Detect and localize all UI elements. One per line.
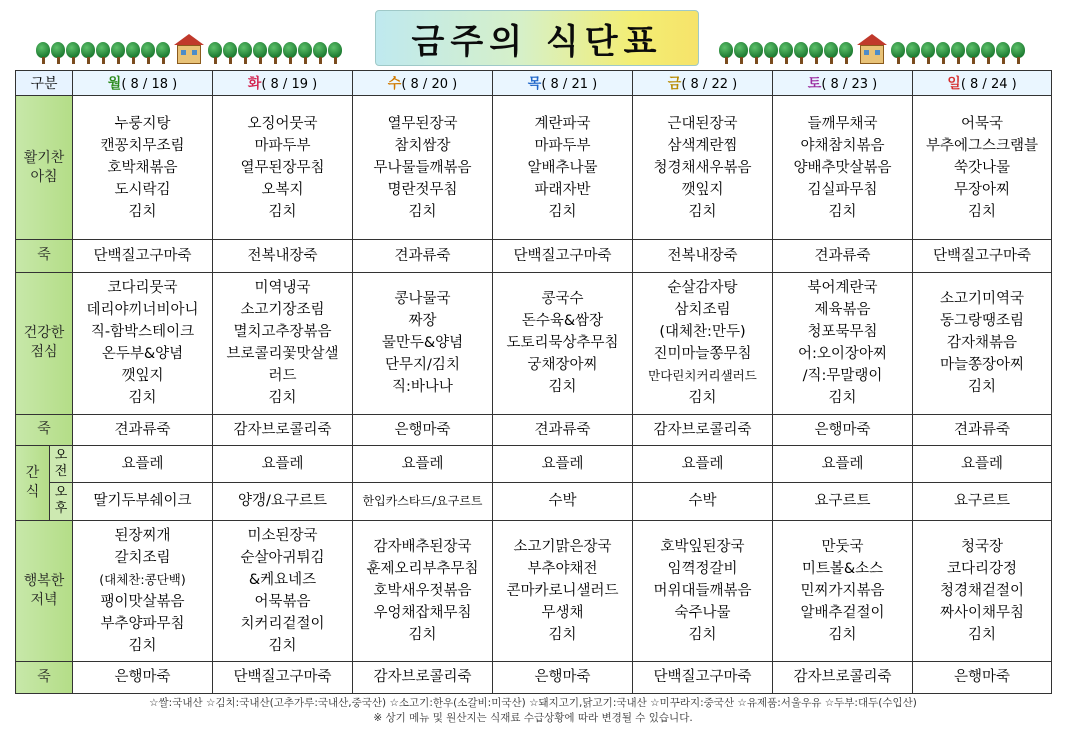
- tree-icon: [824, 42, 838, 64]
- snack-cell: 요플레: [633, 445, 773, 482]
- tree-icon: [734, 42, 748, 64]
- menu-item: 우엉채잡채무침: [373, 604, 472, 621]
- snack-cell: 요플레: [353, 445, 493, 482]
- day-header-fri: [633, 71, 773, 96]
- menu-item: 미소된장국: [247, 527, 318, 544]
- porridge-cell: 감자브로콜리죽: [353, 661, 493, 693]
- menu-item: 도토리묵상추무침: [506, 335, 619, 352]
- day-date: ( 8 / 22 ): [681, 77, 738, 93]
- menu-item: 무나물들깨볶음: [373, 159, 472, 176]
- day-name: 화: [247, 76, 262, 93]
- menu-cell: [773, 96, 913, 240]
- menu-item: 숙주나물: [674, 604, 731, 621]
- porridge-cell: 단백질고구마죽: [633, 661, 773, 693]
- menu-item: 김치: [268, 637, 297, 654]
- porridge-row: [16, 414, 1052, 445]
- header: [0, 0, 1066, 68]
- menu-item: 미트볼&소스: [801, 560, 884, 577]
- tree-icon: [126, 42, 140, 64]
- menu-item: 청국장: [960, 538, 1004, 555]
- porridge-cell: 견과류죽: [353, 240, 493, 272]
- menu-item: 짜장: [408, 313, 437, 330]
- tree-icon: [921, 42, 935, 64]
- menu-item: 팽이맛살볶음: [100, 593, 185, 610]
- menu-item: (대체찬:만두): [659, 324, 746, 341]
- menu-item: 훈제오리부추무침: [366, 560, 479, 577]
- dinner-label: 행복한 저녁: [16, 520, 73, 661]
- menu-item: 김치: [828, 203, 857, 220]
- menu-item: 깻잎지: [121, 368, 164, 385]
- tree-icon: [981, 42, 995, 64]
- menu-item: 임껵정갈비: [667, 560, 738, 577]
- tree-icon: [313, 42, 327, 64]
- origin-note: ☆쌀:국내산 ☆김치:국내산(고추가루:국내산,중국산) ☆소고기:한우(소갈비:미국산) ☆돼지고기,닭고기:국내산 ☆미꾸라지:중국산 ☆유제품:서울우유 ☆두부:대두(수입산): [149, 697, 917, 709]
- tree-icon: [966, 42, 980, 64]
- menu-item: 어:오이장아찌: [798, 346, 887, 363]
- menu-item: 갈치조림: [114, 549, 171, 566]
- tree-icon: [96, 42, 110, 64]
- menu-cell: [773, 272, 913, 414]
- menu-item: 김치: [688, 626, 717, 643]
- porridge-cell: 전복내장죽: [213, 240, 353, 272]
- snack-cell: 요플레: [213, 445, 353, 482]
- menu-item: 부추야채전: [527, 560, 598, 577]
- porridge-label: 죽: [16, 661, 73, 693]
- menu-item: 김치: [268, 390, 297, 407]
- menu-item: 양배추맛살볶음: [793, 159, 892, 176]
- day-date: ( 8 / 24 ): [960, 77, 1017, 93]
- menu-cell: [213, 272, 353, 414]
- menu-cell: [353, 520, 493, 661]
- snack-pm-row: [16, 483, 1052, 520]
- porridge-cell: 단백질고구마죽: [73, 240, 213, 272]
- tree-icon: [66, 42, 80, 64]
- tree-icon: [764, 42, 778, 64]
- menu-item: 짜사이채무침: [939, 604, 1025, 621]
- day-header-sat: [773, 71, 913, 96]
- day-date: ( 8 / 23 ): [821, 77, 878, 93]
- menu-item: 직-함박스테이크: [90, 324, 195, 341]
- menu-item: 캔꽁치무조림: [100, 137, 185, 154]
- menu-item: 김치: [967, 379, 996, 396]
- snack-am-row: [16, 445, 1052, 482]
- menu-item: 김치: [688, 390, 717, 407]
- porridge-cell: 견과류죽: [773, 240, 913, 272]
- menu-item: 콘마카로니샐러드: [506, 582, 619, 599]
- day-header-mon: [73, 71, 213, 96]
- porridge-cell: 견과류죽: [73, 414, 213, 445]
- porridge-cell: 견과류죽: [913, 414, 1052, 445]
- change-note: ※ 상기 메뉴 및 원산지는 식재료 수급상황에 따라 변경될 수 있습니다.: [373, 712, 693, 724]
- menu-item: 김치: [548, 379, 577, 396]
- day-name: 수: [387, 76, 402, 93]
- menu-item: 직:바나나: [392, 379, 453, 396]
- menu-cell: [633, 96, 773, 240]
- menu-item: 순살감자탕: [667, 280, 738, 297]
- menu-item: 만둣국: [821, 538, 864, 555]
- porridge-cell: 감자브로콜리죽: [213, 414, 353, 445]
- snack-pm-label: 오 후: [50, 483, 73, 520]
- menu-item: 오징어뭇국: [247, 115, 318, 132]
- menu-item: 김치: [408, 203, 437, 220]
- snack-cell: 요플레: [773, 445, 913, 482]
- day-date: ( 8 / 20 ): [401, 77, 458, 93]
- tree-icon: [809, 42, 823, 64]
- menu-item: 물만두&양념: [381, 335, 464, 352]
- snack-label: 간 식: [16, 445, 50, 520]
- menu-item: 청경채새우볶음: [653, 159, 752, 176]
- tree-icon: [141, 42, 155, 64]
- menu-item: 부추양파무침: [100, 615, 185, 632]
- menu-item: 콩국수: [541, 291, 584, 308]
- menu-item: 된장찌개: [114, 527, 171, 544]
- porridge-cell: 은행마죽: [73, 661, 213, 693]
- menu-item: 마늘쫑장아찌: [939, 357, 1025, 374]
- day-header-thu: [493, 71, 633, 96]
- page-title: 금주의 식단표: [375, 10, 699, 66]
- menu-item: 깻잎지: [681, 181, 724, 198]
- day-name: 토: [807, 76, 822, 93]
- menu-cell: [493, 272, 633, 414]
- menu-item: 김치: [408, 626, 437, 643]
- tree-icon: [749, 42, 763, 64]
- menu-item: 단무지/김치: [385, 357, 460, 374]
- menu-item: 호박잎된장국: [660, 538, 745, 555]
- menu-cell: [913, 272, 1052, 414]
- menu-item: 근대된장국: [667, 115, 738, 132]
- menu-item: 참치쌈장: [394, 137, 451, 154]
- menu-item: 머위대들깨볶음: [653, 582, 752, 599]
- tree-icon: [111, 42, 125, 64]
- menu-item: 열무된장국: [387, 115, 458, 132]
- tree-icon: [951, 42, 965, 64]
- menu-item: 김치: [967, 203, 996, 220]
- menu-item: 김치: [548, 626, 577, 643]
- porridge-cell: 전복내장죽: [633, 240, 773, 272]
- menu-item: 들깨무채국: [807, 115, 878, 132]
- house-icon: [857, 34, 887, 64]
- menu-item: 감자배추된장국: [373, 538, 472, 555]
- menu-cell: [73, 96, 213, 240]
- menu-item: 마파두부: [254, 137, 311, 154]
- tree-icon: [328, 42, 342, 64]
- snack-cell: 요플레: [493, 445, 633, 482]
- day-header-tue: [213, 71, 353, 96]
- day-date: ( 8 / 18 ): [121, 77, 178, 93]
- tree-icon: [1011, 42, 1025, 64]
- menu-item: 김치: [548, 203, 577, 220]
- menu-item: 만다린치커리샐러드: [648, 368, 757, 384]
- menu-item: 도시락김: [114, 181, 171, 198]
- menu-item: 김치: [688, 203, 717, 220]
- snack-cell: 요플레: [913, 445, 1052, 482]
- tree-icon: [779, 42, 793, 64]
- menu-item: 어묵국: [960, 115, 1004, 132]
- menu-item: 북어계란국: [807, 280, 878, 297]
- gubun-header: 구분: [16, 71, 73, 96]
- porridge-row: [16, 661, 1052, 693]
- menu-item: 명란젓무침: [387, 181, 458, 198]
- menu-item: 멸치고추장볶음: [233, 324, 332, 341]
- menu-item: 계란파국: [534, 115, 591, 132]
- tree-icon: [238, 42, 252, 64]
- menu-cell: [213, 96, 353, 240]
- porridge-cell: 감자브로콜리죽: [773, 661, 913, 693]
- menu-item: 오복지: [261, 181, 304, 198]
- menu-item: 코다리뭇국: [107, 280, 178, 297]
- day-date: ( 8 / 21 ): [541, 77, 598, 93]
- menu-cell: [913, 96, 1052, 240]
- porridge-cell: 견과류죽: [493, 414, 633, 445]
- snack-cell: 요구르트: [913, 483, 1052, 520]
- menu-item: 누룽지탕: [114, 115, 171, 132]
- menu-item: 김치: [828, 626, 857, 643]
- menu-item: 순살아귀튀김: [240, 549, 325, 566]
- menu-item: 온두부&양념: [101, 346, 184, 363]
- porridge-cell: 단백질고구마죽: [913, 240, 1052, 272]
- menu-item: 김치: [268, 203, 297, 220]
- menu-item: 무생채: [541, 604, 584, 621]
- porridge-cell: 감자브로콜리죽: [633, 414, 773, 445]
- menu-item: /직:무말랭이: [802, 368, 883, 385]
- menu-item: 마파두부: [534, 137, 591, 154]
- menu-item: 파래자반: [534, 181, 591, 198]
- menu-item: 콩나물국: [394, 291, 451, 308]
- tree-icon: [794, 42, 808, 64]
- menu-cell: [353, 272, 493, 414]
- menu-item: 민찌가지볶음: [800, 582, 885, 599]
- tree-decoration-left: [36, 34, 342, 64]
- menu-item: 동그랑땡조림: [939, 313, 1025, 330]
- porridge-cell: 은행마죽: [773, 414, 913, 445]
- menu-item: 열무된장무침: [240, 159, 325, 176]
- menu-item: 호박채볶음: [107, 159, 178, 176]
- porridge-cell: 은행마죽: [493, 661, 633, 693]
- lunch-row: [16, 272, 1052, 414]
- tree-icon: [156, 42, 170, 64]
- menu-cell: [73, 520, 213, 661]
- menu-item: 데리야끼너비아니: [86, 302, 199, 319]
- menu-table: [15, 70, 1052, 694]
- menu-item: 코다리강정: [946, 560, 1018, 577]
- snack-cell: 수박: [493, 483, 633, 520]
- header-row: [16, 71, 1052, 96]
- tree-icon: [253, 42, 267, 64]
- menu-cell: [493, 520, 633, 661]
- day-date: ( 8 / 19 ): [261, 77, 318, 93]
- tree-icon: [268, 42, 282, 64]
- porridge-row: [16, 240, 1052, 272]
- porridge-cell: 은행마죽: [353, 414, 493, 445]
- day-name: 일: [947, 76, 961, 93]
- tree-icon: [719, 42, 733, 64]
- porridge-label: 죽: [16, 414, 73, 445]
- menu-item: 브로콜리꽃맛살샐: [226, 346, 339, 363]
- menu-item: 치커리겉절이: [240, 615, 325, 632]
- menu-cell: [773, 520, 913, 661]
- tree-decoration-right: [719, 34, 1025, 64]
- snack-cell: 양갱/요구르트: [213, 483, 353, 520]
- menu-item: 궁채장아찌: [527, 357, 598, 374]
- tree-icon: [283, 42, 297, 64]
- porridge-cell: 단백질고구마죽: [213, 661, 353, 693]
- tree-icon: [891, 42, 905, 64]
- snack-cell: 한입카스타드/요구르트: [353, 483, 493, 520]
- menu-cell: [633, 520, 773, 661]
- menu-item: 김실파무침: [807, 181, 878, 198]
- menu-item: 제육볶음: [814, 302, 871, 319]
- snack-cell: 딸기두부쉐이크: [73, 483, 213, 520]
- tree-icon: [906, 42, 920, 64]
- menu-item: 김치: [128, 390, 157, 407]
- menu-item: 김치: [967, 626, 996, 643]
- porridge-cell: 단백질고구마죽: [493, 240, 633, 272]
- menu-item: 소고기미역국: [939, 291, 1025, 308]
- menu-item: 청포묵무침: [807, 324, 878, 341]
- lunch-label: 건강한 점심: [16, 272, 73, 414]
- day-name: 목: [527, 76, 542, 93]
- menu-cell: [73, 272, 213, 414]
- menu-cell: [213, 520, 353, 661]
- menu-item: 호박새우젓볶음: [373, 582, 472, 599]
- tree-icon: [223, 42, 237, 64]
- tree-icon: [36, 42, 50, 64]
- day-name: 금: [667, 76, 682, 93]
- menu-item: 돈수육&쌈장: [521, 313, 604, 330]
- footer-note: [0, 696, 1066, 726]
- tree-icon: [839, 42, 853, 64]
- menu-cell: [633, 272, 773, 414]
- menu-item: 소고기장조림: [240, 302, 325, 319]
- menu-item: 부추에그스크램블: [925, 137, 1039, 154]
- menu-item: 김치: [128, 637, 157, 654]
- snack-cell: 요플레: [73, 445, 213, 482]
- day-header-wed: [353, 71, 493, 96]
- porridge-cell: 은행마죽: [913, 661, 1052, 693]
- menu-item: 삼치조림: [674, 302, 731, 319]
- breakfast-label: 활기찬 아침: [16, 96, 73, 240]
- tree-icon: [81, 42, 95, 64]
- menu-item: 무장아찌: [953, 181, 1011, 198]
- house-icon: [174, 34, 204, 64]
- porridge-label: 죽: [16, 240, 73, 272]
- menu-item: &케요네즈: [248, 571, 317, 588]
- menu-item: 청경채겉절이: [939, 582, 1025, 599]
- menu-item: 쑥갓나물: [953, 159, 1011, 176]
- menu-item: 러드: [268, 368, 297, 385]
- day-name: 월: [107, 76, 122, 93]
- menu-item: 소고기맑은장국: [513, 538, 612, 555]
- tree-icon: [936, 42, 950, 64]
- menu-item: 알배추나물: [527, 159, 598, 176]
- snack-am-label: 오 전: [50, 445, 73, 482]
- menu-item: 미역냉국: [254, 280, 311, 297]
- menu-cell: [913, 520, 1052, 661]
- day-header-sun: [913, 71, 1052, 96]
- menu-item: 삼색계란찜: [667, 137, 738, 154]
- dinner-row: [16, 520, 1052, 661]
- menu-item: 김치: [128, 203, 157, 220]
- menu-item: 감자채볶음: [946, 335, 1018, 352]
- menu-item: (대체찬:콩단백): [99, 571, 186, 587]
- tree-icon: [298, 42, 312, 64]
- menu-item: 김치: [828, 390, 857, 407]
- tree-icon: [208, 42, 222, 64]
- menu-item: 진미마늘쫑무침: [653, 346, 752, 363]
- menu-item: 야채참치볶음: [800, 137, 885, 154]
- menu-item: 어묵볶음: [254, 593, 311, 610]
- breakfast-row: [16, 96, 1052, 240]
- menu-cell: [493, 96, 633, 240]
- menu-item: 알배추겉절이: [800, 604, 885, 621]
- snack-cell: 수박: [633, 483, 773, 520]
- menu-cell: [353, 96, 493, 240]
- tree-icon: [996, 42, 1010, 64]
- snack-cell: 요구르트: [773, 483, 913, 520]
- tree-icon: [51, 42, 65, 64]
